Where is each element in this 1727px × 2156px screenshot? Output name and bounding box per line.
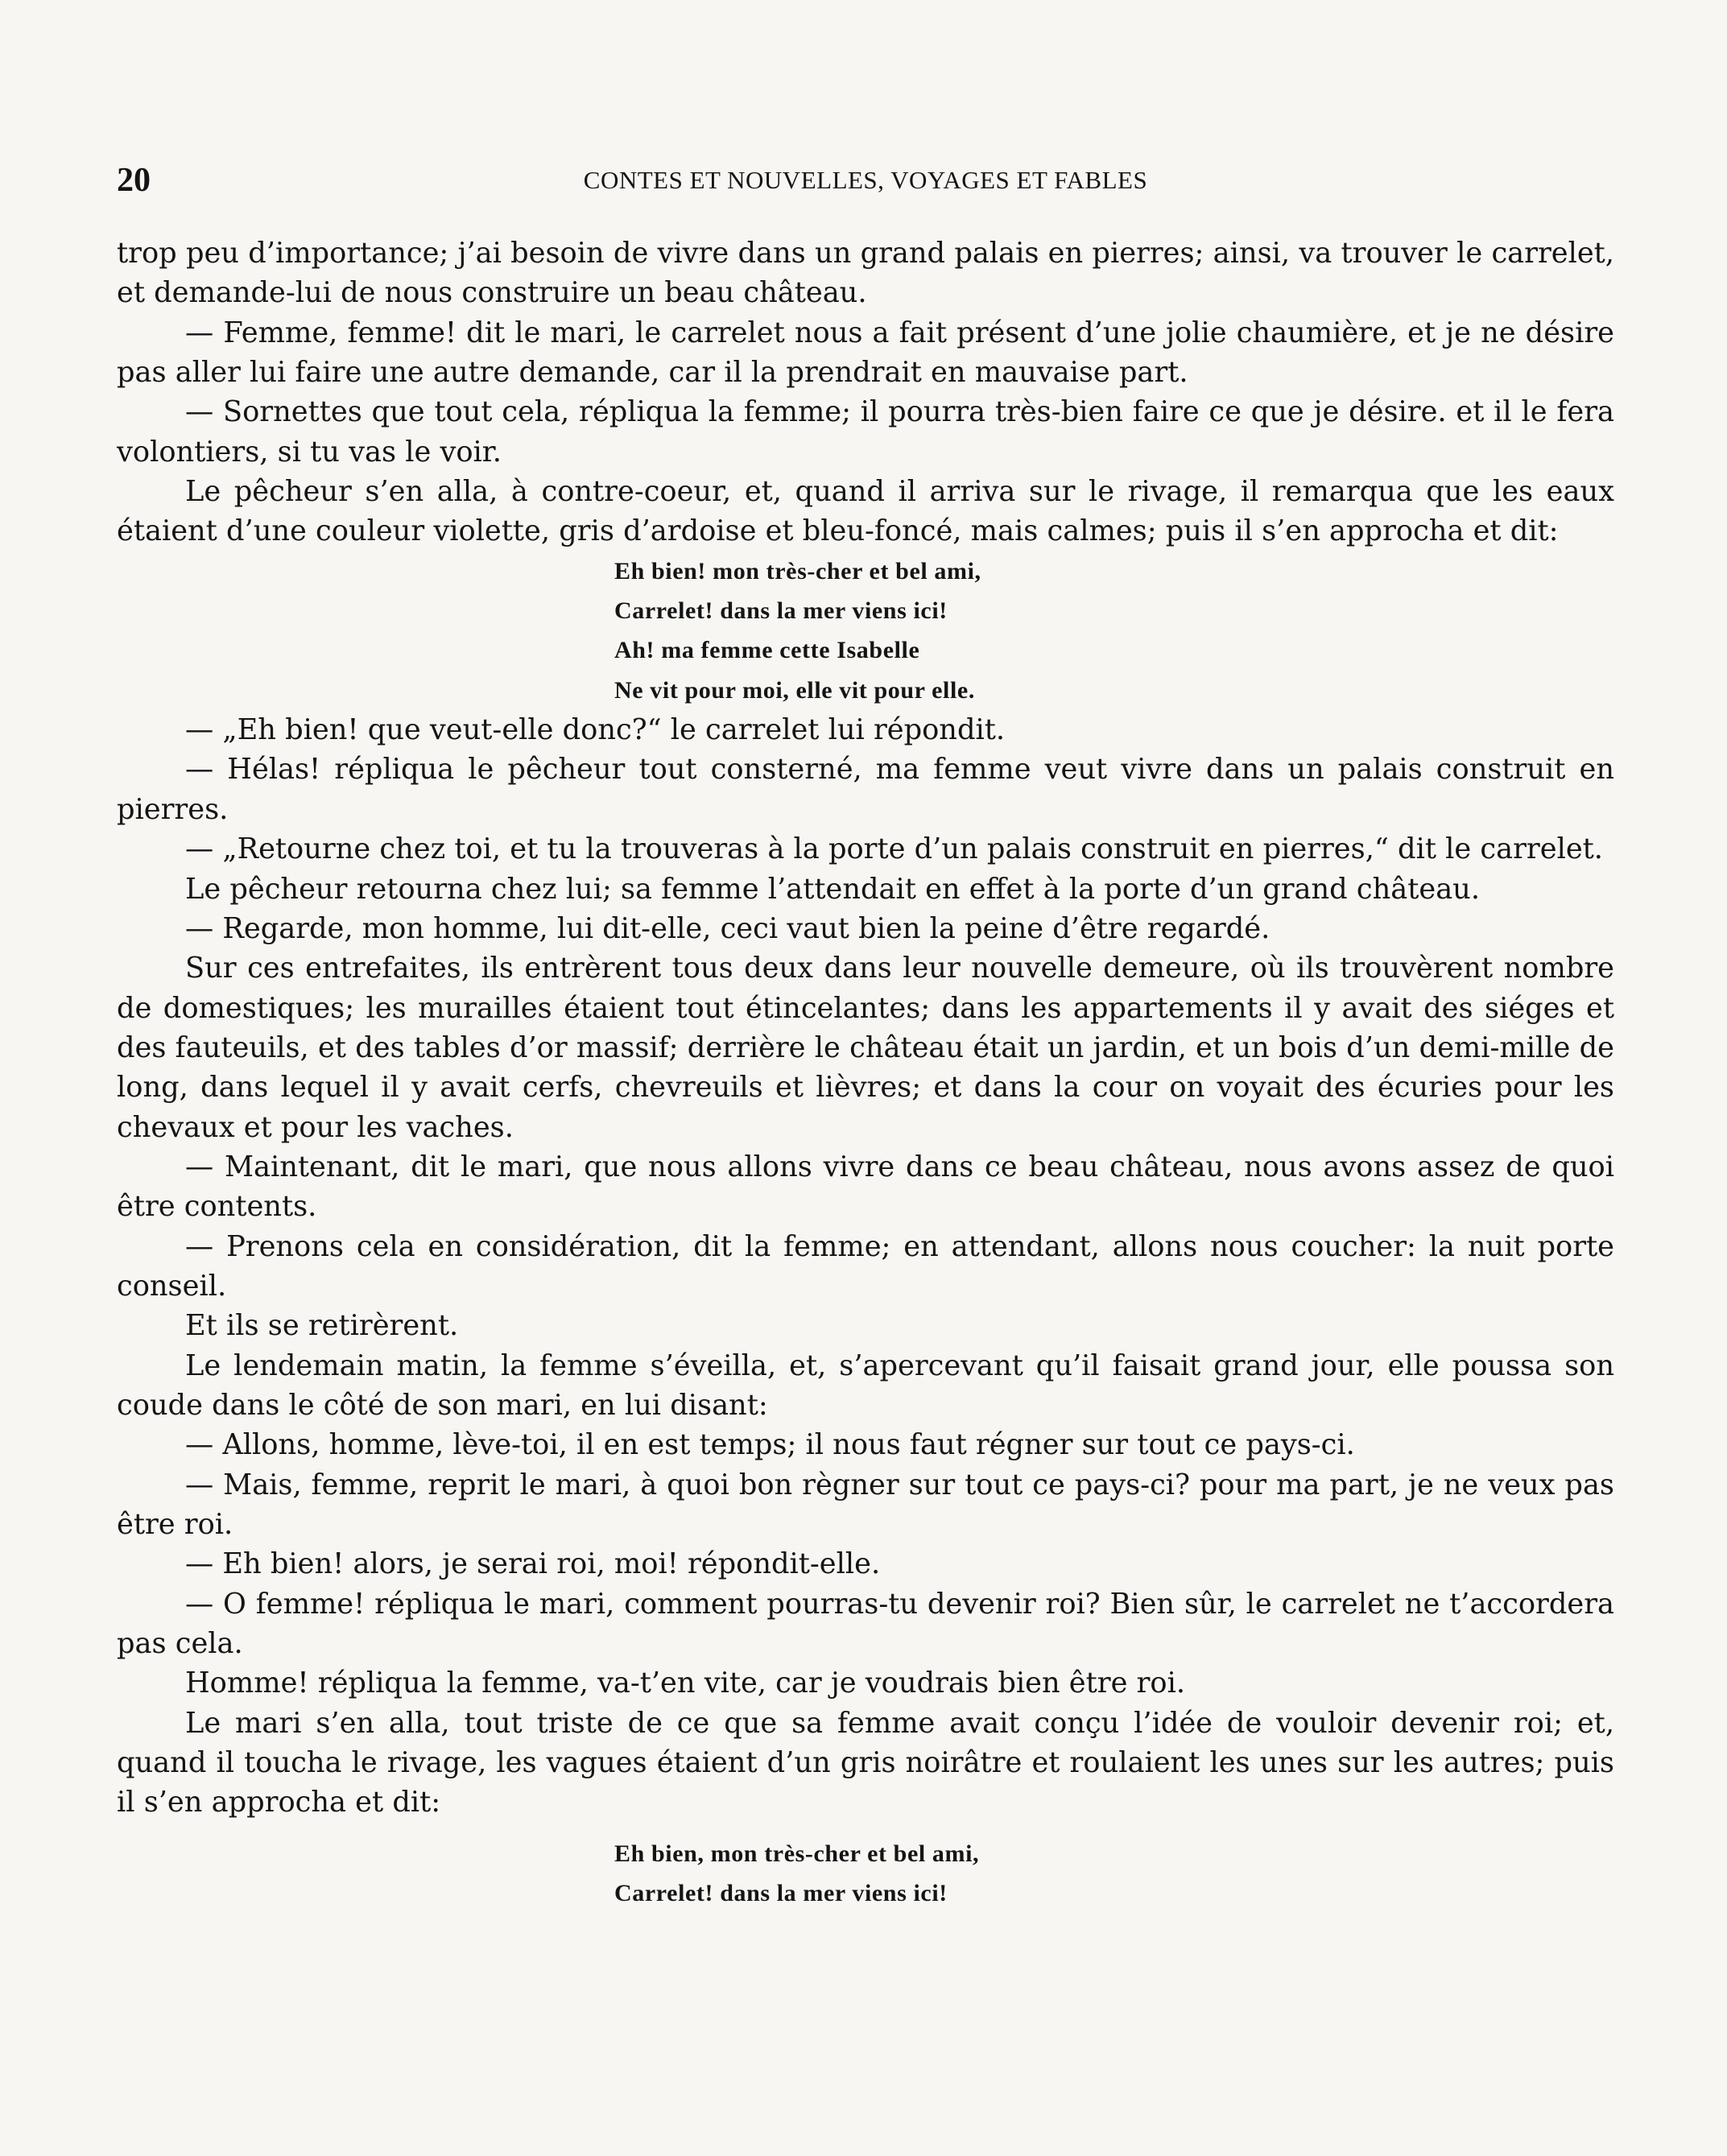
running-title: CONTES ET NOUVELLES, VOYAGES ET FABLES xyxy=(583,166,1148,194)
verse-line: Eh bien! mon très-cher et bel ami, xyxy=(614,557,981,584)
paragraph: — Regarde, mon homme, lui dit-elle, ceci vaut bien la peine d’être regardé. xyxy=(185,911,1270,945)
paragraph: — O femme! répliqua le mari, comment pourras-tu devenir roi? Bien sûr, le carrelet ne t’accordera pas cela. xyxy=(117,1587,1614,1661)
paragraph: — Maintenant, dit le mari, que nous allons vivre dans ce beau château, nous avons assez de quoi être contents. xyxy=(117,1150,1614,1224)
paragraph: — Sornettes que tout cela, répliqua la femme; il pourra très-bien faire ce que je désire. et il le fera volontiers, si tu vas le voir. xyxy=(117,395,1614,469)
paragraph: — Eh bien! alors, je serai roi, moi! répondit-elle. xyxy=(185,1547,881,1581)
paragraph: — Mais, femme, reprit le mari, à quoi bon règner sur tout ce pays-ci? pour ma part, je ne veux pas être roi. xyxy=(117,1468,1614,1541)
paragraph: — Femme, femme! dit le mari, le carrelet nous a fait présent d’une jolie chaumière, et je ne désire pas aller lui faire une autre demande, car il la prendrait en mauvaise part. xyxy=(117,316,1614,390)
body-text xyxy=(117,233,1614,1913)
verse-block xyxy=(117,551,1614,710)
verse-line: Eh bien, mon très-cher et bel ami, xyxy=(614,1840,980,1867)
paragraph: Et ils se retirèrent. xyxy=(185,1309,459,1343)
verse-line: Ne vit pour moi, elle vit pour elle. xyxy=(614,676,975,704)
paragraph: — Allons, homme, lève-toi, il en est temps; il nous faut régner sur tout ce pays-ci. xyxy=(185,1428,1355,1462)
paragraph: Homme! répliqua la femme, va-t’en vite, car je voudrais bien être roi. xyxy=(185,1667,1186,1700)
page-number: 20 xyxy=(117,162,151,199)
paragraph: Le mari s’en alla, tout triste de ce que sa femme avait conçu l’idée de vouloir devenir roi; et, quand il toucha le rivage, les vagues étaient d’un gris noirâtre et roulaient les unes sur les autres; puis il s’en approcha et dit: xyxy=(117,1706,1614,1819)
verse-line: Ah! ma femme cette Isabelle xyxy=(614,637,920,664)
verse-line: Carrelet! dans la mer viens ici! xyxy=(614,1880,948,1907)
paragraph: Le lendemain matin, la femme s’éveilla, et, s’apercevant qu’il faisait grand jour, elle poussa son coude dans le côté de son mari, en lui disant: xyxy=(117,1349,1614,1422)
paragraph: — „Retourne chez toi, et tu la trouveras à la porte d’un palais construit en pierres,“ dit le carrelet. xyxy=(185,832,1603,866)
paragraph: trop peu d’importance; j’ai besoin de vivre dans un grand palais en pierres; ainsi, va trouver le carrelet, et demande-lui de nous construire un beau château. xyxy=(117,237,1614,310)
paragraph: Le pêcheur retourna chez lui; sa femme l’attendait en effet à la porte d’un grand château. xyxy=(185,872,1481,906)
verse-line: Carrelet! dans la mer viens ici! xyxy=(614,597,948,625)
page-header xyxy=(117,158,1614,206)
paragraph: Sur ces entrefaites, ils entrèrent tous deux dans leur nouvelle demeure, où ils trouvèrent nombre de domestiques; les murailles étaient tout étincelantes; dans les appartements il y avait des siéges et des fauteuils, et des tables d’or massif; derrière le château était un jardin, et un bois d’un demi-mille de long, dans lequel il y avait cerfs, chevreuils et lièvres; et dans la cour on voyait des écuries pour les chevaux et pour les vaches. xyxy=(117,952,1614,1144)
paragraph: Le pêcheur s’en alla, à contre-coeur, et, quand il arriva sur le rivage, il remarqua que les eaux étaient d’une couleur violette, gris d’ardoise et bleu-foncé, mais calmes; puis il s’en approcha et dit: xyxy=(117,475,1614,548)
verse-block xyxy=(117,1834,1614,1914)
paragraph: — Prenons cela en considération, dit la femme; en attendant, allons nous coucher: la nuit porte conseil. xyxy=(117,1229,1614,1303)
paragraph: — „Eh bien! que veut-elle donc?“ le carrelet lui répondit. xyxy=(185,713,1006,747)
paragraph: — Hélas! répliqua le pêcheur tout consterné, ma femme veut vivre dans un palais construit en pierres. xyxy=(117,753,1614,826)
